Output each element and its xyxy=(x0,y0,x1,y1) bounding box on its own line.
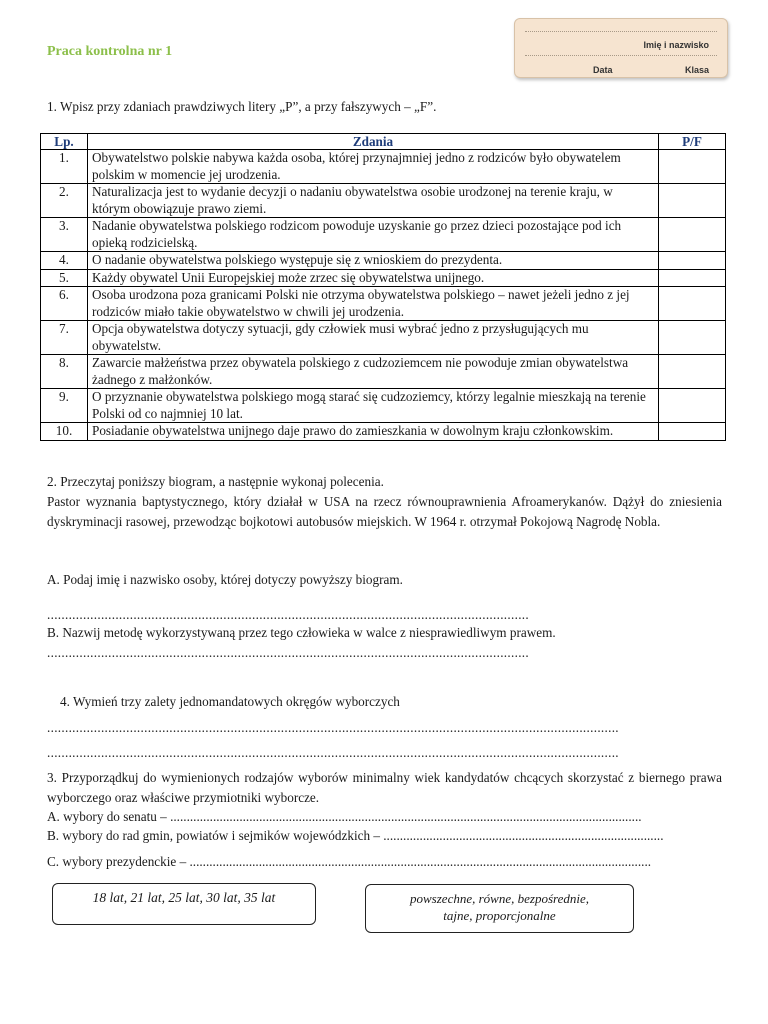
statement-text: Każdy obywatel Unii Europejskiej może zrzec się obywatelstwa unijnego. xyxy=(88,269,659,287)
row-number: 10. xyxy=(41,423,88,441)
col-lp-header: Lp. xyxy=(41,134,88,150)
q3-item-b xyxy=(47,826,722,845)
table-row xyxy=(41,389,726,423)
answer-line-2a[interactable]: ...................................................................................................................................... xyxy=(47,607,529,622)
ages-options-text: 18 lat, 21 lat, 25 lat, 30 lat, 35 lat xyxy=(92,890,276,905)
top-dotted-line xyxy=(525,31,717,32)
name-dotted-line xyxy=(525,55,717,56)
table-row xyxy=(41,184,726,218)
table-row xyxy=(41,355,726,389)
q2-biography: Pastor wyznania baptystycznego, który działał w USA na rzecz równouprawnienia Afroamerykanów. Dążył do zniesienia dyskryminacji rasowej, przewodząc bojkotowi autobusów miejskich. W 1964 r. otrzymał Pokojową Nagrodę Nobla. xyxy=(47,494,722,529)
adjectives-line-2: tajne, proporcjonalne xyxy=(443,908,556,923)
answer-line-3c[interactable]: ............................................................................................................................................ xyxy=(189,854,652,869)
q2-prompt: 2. Przeczytaj poniższy biogram, a następnie wykonaj polecenia. xyxy=(47,474,384,489)
statement-text: Osoba urodzona poza granicami Polski nie otrzyma obywatelstwa polskiego – nawet jeżeli jedno z jej rodziców miało takie obywatelstwo w chwili jej urodzenia. xyxy=(88,287,659,321)
statement-text: Zawarcie małżeństwa przez obywatela polskiego z cudzoziemcem nie powoduje zmian obywatelstwa żadnego z małżonków. xyxy=(88,355,659,389)
statement-text: Opcja obywatelstwa dotyczy sytuacji, gdy człowiek musi wybrać jedno z przysługujących mu obywatelstw. xyxy=(88,321,659,355)
row-number: 4. xyxy=(41,252,88,270)
answer-cell-pf[interactable] xyxy=(659,184,726,218)
table-row xyxy=(41,252,726,270)
q2-task-b: B. Nazwij metodę wykorzystywaną przez tego człowieka w walce z niesprawiedliwym prawem. xyxy=(47,625,556,640)
q2-task-a: A. Podaj imię i nazwisko osoby, której dotyczy powyższy biogram. xyxy=(47,572,403,587)
answer-line-2b[interactable]: ...................................................................................................................................... xyxy=(47,645,529,660)
answer-cell-pf[interactable] xyxy=(659,355,726,389)
statement-text: O przyznanie obywatelstwa polskiego mogą starać się cudzoziemcy, którzy legalnie mieszkają na terenie Polski od co najmniej 10 lat. xyxy=(88,389,659,423)
answer-cell-pf[interactable] xyxy=(659,218,726,252)
q4-prompt: 4. Wymień trzy zalety jednomandatowych okręgów wyborczych xyxy=(60,694,400,709)
col-pf-header: P/F xyxy=(659,134,726,150)
answer-line-3b[interactable]: ..................................................................................... xyxy=(383,828,664,843)
answer-cell-pf[interactable] xyxy=(659,321,726,355)
table-row xyxy=(41,423,726,441)
q3-prompt: 3. Przyporządkuj do wymienionych rodzajów wyborów minimalny wiek kandydatów chcących skorzystać z biernego prawa wyborczego oraz właściwe przymiotniki wyborcze. xyxy=(47,770,722,805)
row-number: 7. xyxy=(41,321,88,355)
true-false-table xyxy=(40,133,726,441)
adjectives-options-box xyxy=(365,884,634,933)
q3-item-a-label: A. wybory do senatu – xyxy=(47,809,171,824)
q3-item-a xyxy=(47,807,722,826)
answer-cell-pf[interactable] xyxy=(659,389,726,423)
table-row xyxy=(41,269,726,287)
q1-prompt: 1. Wpisz przy zdaniach prawdziwych litery „P”, a przy fałszywych – „F”. xyxy=(47,99,437,114)
statement-text: Naturalizacja jest to wydanie decyzji o nadaniu obywatelstwa osobie urodzonej na terenie kraju, w którym obowiązuje prawo ziemi. xyxy=(88,184,659,218)
worksheet-title: Praca kontrolna nr 1 xyxy=(47,44,173,59)
answer-cell-pf[interactable] xyxy=(659,150,726,184)
answer-line-4a[interactable]: ............................................................................................................................................................... xyxy=(47,720,619,735)
statement-text: Obywatelstwo polskie nabywa każda osoba, której przynajmniej jedno z rodziców było obywatelem polskim w momencie jej urodzenia. xyxy=(88,150,659,184)
table-header-row xyxy=(41,134,726,150)
student-info-box xyxy=(514,18,728,78)
statement-text: Posiadanie obywatelstwa unijnego daje prawo do zamieszkania w dowolnym kraju członkowskim. xyxy=(88,423,659,441)
answer-cell-pf[interactable] xyxy=(659,269,726,287)
answer-line-3a[interactable]: ............................................................................................................................................... xyxy=(170,809,642,824)
q3-item-b-label: B. wybory do rad gmin, powiatów i sejmików wojewódzkich – xyxy=(47,828,384,843)
row-number: 3. xyxy=(41,218,88,252)
row-number: 8. xyxy=(41,355,88,389)
row-number: 5. xyxy=(41,269,88,287)
table-row xyxy=(41,287,726,321)
statement-text: Nadanie obywatelstwa polskiego rodzicom powoduje uzyskanie go przez dzieci pozostające pod ich opieką rodzicielską. xyxy=(88,218,659,252)
answer-line-4b[interactable]: ............................................................................................................................................................... xyxy=(47,745,619,760)
table-row xyxy=(41,218,726,252)
q3-item-c xyxy=(47,852,722,871)
row-number: 6. xyxy=(41,287,88,321)
row-number: 2. xyxy=(41,184,88,218)
adjectives-line-1: powszechne, równe, bezpośrednie, xyxy=(410,891,589,906)
col-statements-header: Zdania xyxy=(88,134,659,150)
statement-text: O nadanie obywatelstwa polskiego występuje się z wnioskiem do prezydenta. xyxy=(88,252,659,270)
answer-cell-pf[interactable] xyxy=(659,252,726,270)
table-row xyxy=(41,150,726,184)
table-row xyxy=(41,321,726,355)
date-label: Data xyxy=(593,65,613,75)
ages-options-box xyxy=(52,883,316,925)
row-number: 9. xyxy=(41,389,88,423)
class-label: Klasa xyxy=(684,65,709,75)
row-number: 1. xyxy=(41,150,88,184)
answer-cell-pf[interactable] xyxy=(659,423,726,441)
name-label: Imię i nazwisko xyxy=(643,40,709,50)
q3-item-c-label: C. wybory prezydenckie – xyxy=(47,854,190,869)
answer-cell-pf[interactable] xyxy=(659,287,726,321)
